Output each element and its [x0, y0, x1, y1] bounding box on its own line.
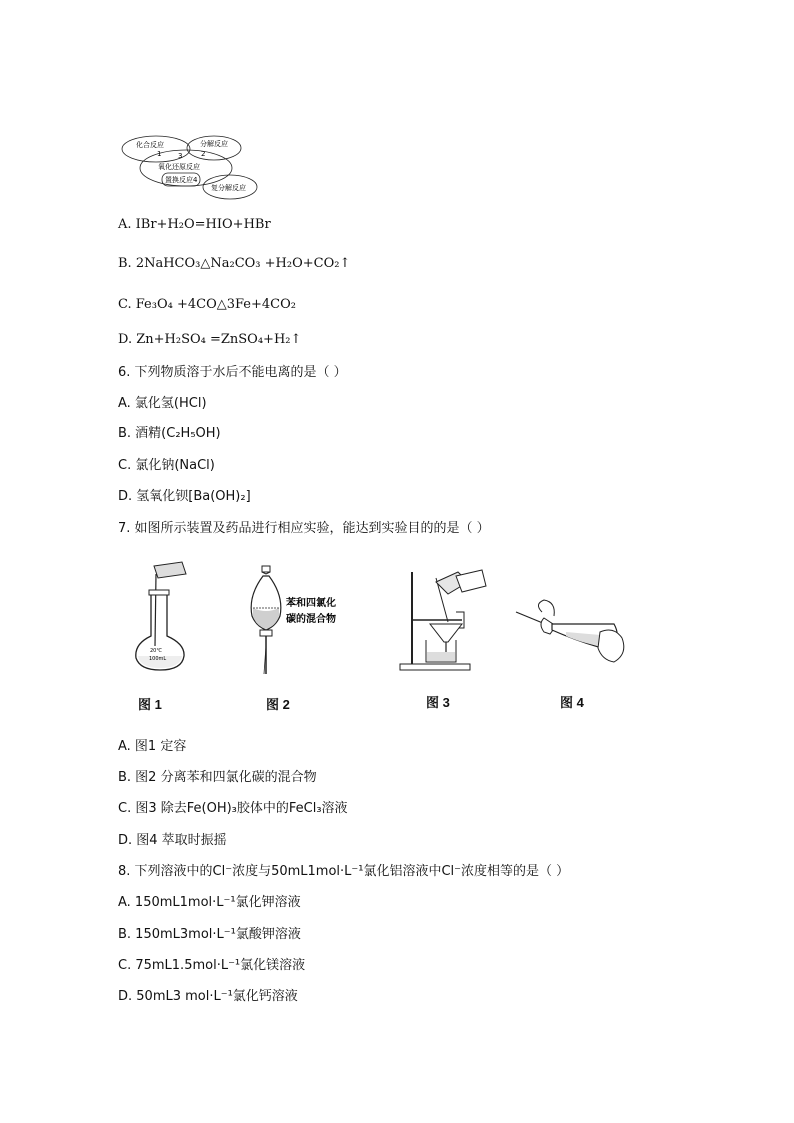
q7-stem: 7. 如图所示装置及药品进行相应实验，能达到实验目的的是（ ） — [118, 521, 490, 536]
diagram-number-1: 1 — [157, 150, 162, 158]
q6-option-c: C. 氯化钠(NaCl) — [118, 458, 215, 473]
flask-label-temp: 20℃ — [150, 648, 162, 654]
q7-option-c: C. 图3 除去Fe(OH)₃胶体中的FeCl₃溶液 — [118, 801, 348, 816]
diagram-label-double-decomposition: 复分解反应 — [211, 184, 246, 192]
diagram-number-2: 2 — [201, 150, 206, 158]
q5-option-d: D. Zn+H₂SO₄ =ZnSO₄+H₂↑ — [118, 332, 302, 347]
q8-option-b: B. 150mL3mol·L⁻¹氯酸钾溶液 — [118, 927, 301, 942]
q7-option-b: B. 图2 分离苯和四氯化碳的混合物 — [118, 770, 317, 785]
figure-1-volumetric-flask — [128, 560, 194, 674]
reaction-type-diagram — [118, 134, 263, 200]
fig2-label-line1: 苯和四氯化 — [286, 598, 336, 609]
q7-option-a: A. 图1 定容 — [118, 739, 187, 754]
q8-stem: 8. 下列溶液中的Cl⁻浓度与50mL1mol·L⁻¹氯化铝溶液中Cl⁻浓度相等的是（ ） — [118, 864, 570, 879]
q8-option-d: D. 50mL3 mol·L⁻¹氯化钙溶液 — [118, 989, 298, 1004]
diagram-label-decomposition: 分解反应 — [200, 140, 228, 148]
q6-option-d: D. 氢氧化钡[Ba(OH)₂] — [118, 489, 251, 504]
q5-option-c: C. Fe₃O₄ +4CO△3Fe+4CO₂ — [118, 297, 296, 312]
caption-figure-3: 图 3 — [426, 695, 450, 710]
caption-figure-4: 图 4 — [560, 695, 584, 710]
diagram-label-displacement: 置换反应4 — [165, 176, 198, 184]
q6-stem: 6. 下列物质溶于水后不能电离的是（ ） — [118, 365, 347, 380]
figure-3-filtration — [396, 566, 492, 672]
q7-option-d: D. 图4 萃取时振摇 — [118, 833, 227, 848]
diagram-label-combination: 化合反应 — [136, 141, 164, 149]
q8-option-a: A. 150mL1mol·L⁻¹氯化钾溶液 — [118, 895, 301, 910]
q6-option-a: A. 氯化氢(HCl) — [118, 396, 207, 411]
caption-figure-1: 图 1 — [138, 697, 162, 712]
q5-option-b: B. 2NaHCO₃△Na₂CO₃ +H₂O+CO₂↑ — [118, 256, 351, 271]
q6-option-b: B. 酒精(C₂H₅OH) — [118, 426, 221, 441]
diagram-label-redox: 氧化还原反应 — [158, 163, 200, 171]
fig2-label-line2: 碳的混合物 — [286, 614, 336, 625]
figure-2-separatory-funnel — [246, 566, 336, 678]
caption-figure-2: 图 2 — [266, 697, 290, 712]
figure-4-shaking-funnel — [514, 598, 630, 670]
q5-option-a: A. IBr+H₂O=HIO+HBr — [118, 217, 271, 232]
flask-label-volume: 100mL — [149, 656, 167, 662]
q8-option-c: C. 75mL1.5mol·L⁻¹氯化镁溶液 — [118, 958, 306, 973]
diagram-number-3: 3 — [178, 152, 183, 160]
